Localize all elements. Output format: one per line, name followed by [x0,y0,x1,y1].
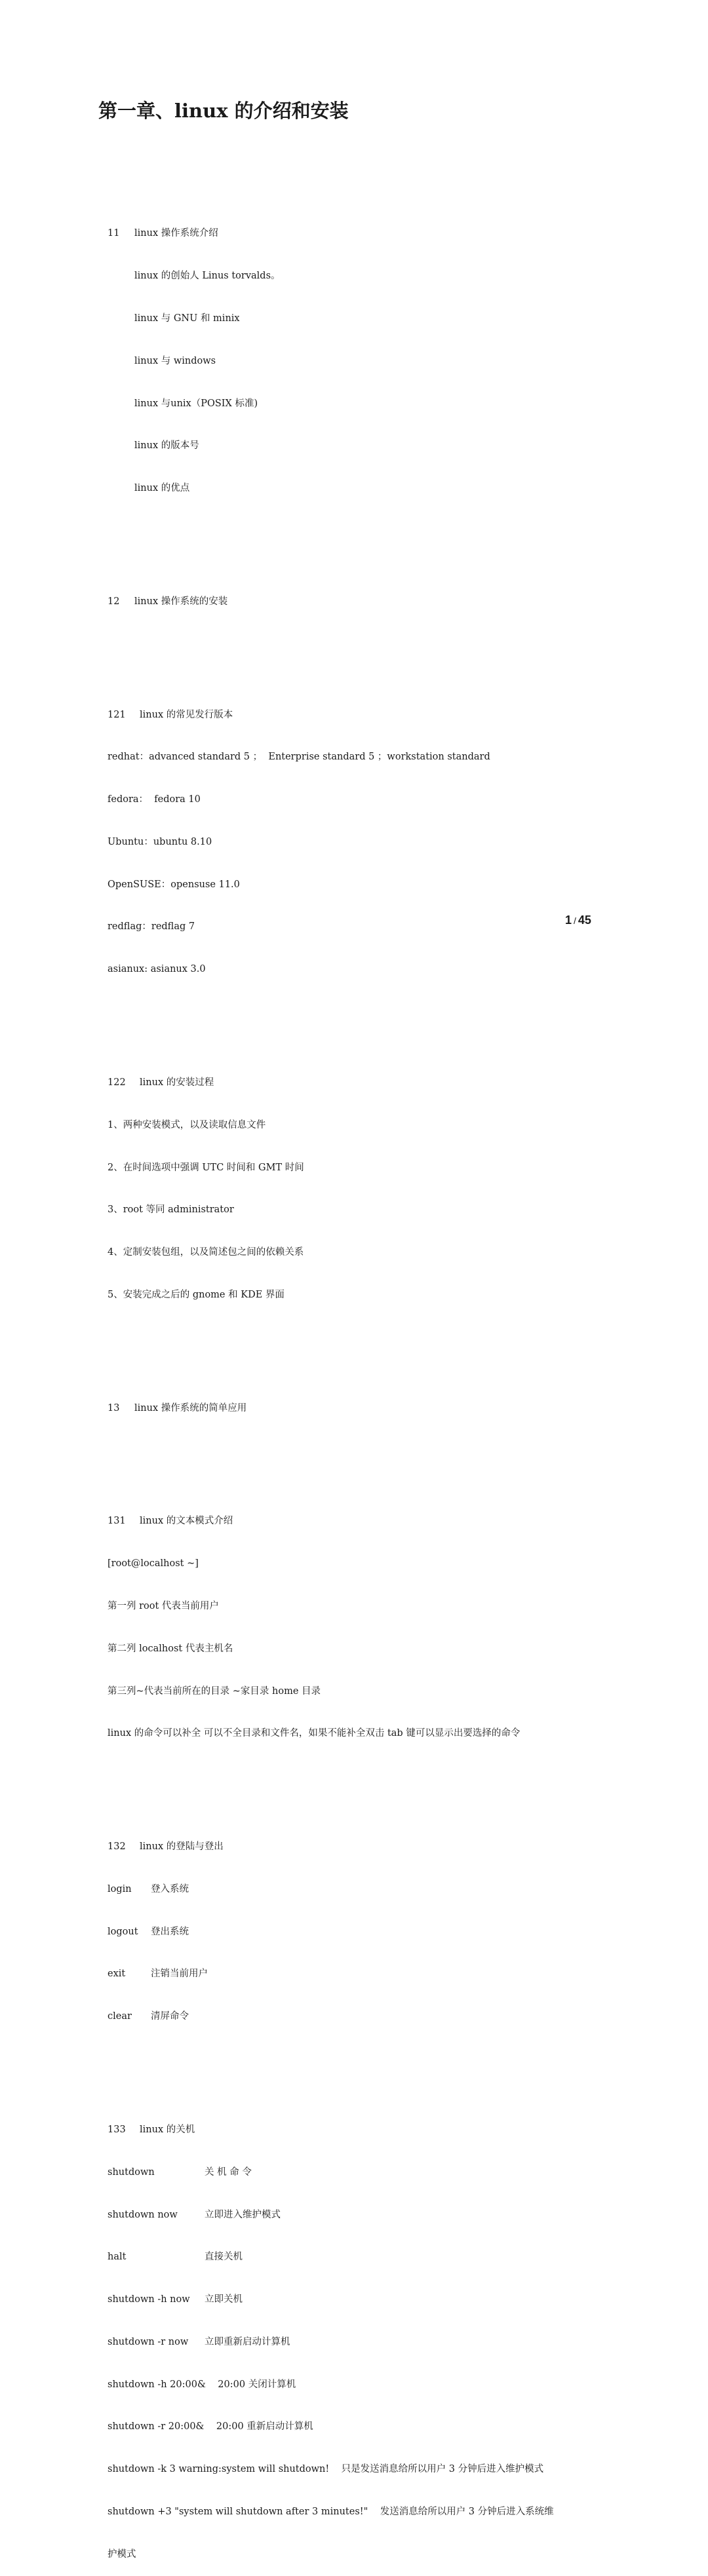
section-heading-1-3-3 [108,2123,632,2138]
text-line: 3、root 等同 administrator [108,1204,234,1216]
section-number: 13 [108,1402,120,1413]
section-title: linux 的文本模式介绍 [140,1516,233,1527]
command-name: shutdown -h now [108,2294,190,2305]
section-title: linux 的常见发行版本 [140,709,233,720]
text-line: shutdown -k 3 warning:system will shutdown! 只是发送消息给所以用户 3 分钟后进入维护模式 [108,2464,544,2475]
section-title: linux 的安装过程 [140,1077,214,1088]
command-row [108,2250,632,2265]
list-item: linux 的版本号 [134,440,199,452]
current-page: 1 [565,913,572,927]
command-name: logout [108,1926,138,1937]
spacer [108,638,632,652]
section-title: linux 的登陆与登出 [140,1841,224,1853]
text-line: 护模式 [108,2548,136,2560]
command-description: 立即关机 [205,2294,243,2305]
command-name: halt [108,2252,127,2263]
command-description: 立即进入维护模式 [205,2209,281,2220]
text-line: 4、定制安装包组，以及简述包之间的依赖关系 [108,1247,304,1258]
section-title: linux 的关机 [140,2124,195,2135]
command-row [108,2166,632,2180]
section-heading-1-3 [108,1402,632,1416]
total-pages: 45 [578,913,591,927]
text-line: 第三列~代表当前所在的目录 ~家目录 home 目录 [108,1685,321,1697]
section-number: 11 [108,228,120,239]
section-title: linux 操作系统介绍 [134,228,218,239]
text-line: [root@localhost ~] [108,1558,199,1569]
spacer [108,1444,632,1458]
command-description: 登入系统 [151,1883,189,1894]
page-separator: / [574,915,576,926]
section-number: 132 [108,1841,126,1853]
command-description: 注销当前用户 [151,1969,208,1980]
text-line: 第一列 root 代表当前用户 [108,1600,219,1611]
section-heading-1-2-1 [108,708,632,723]
command-name: shutdown [108,2166,155,2178]
text-line: 第二列 localhost 代表主机名 [108,1643,233,1654]
list-item: linux 的优点 [134,483,190,494]
text-line: OpenSUSE：opensuse 11.0 [108,879,240,890]
text-line: asianux: asianux 3.0 [108,964,206,975]
section-title: linux 操作系统的安装 [134,596,228,607]
chapter-title: 第一章、linux 的介绍和安装 [98,100,349,122]
section-heading-1-3-1 [108,1514,632,1529]
section-number: 133 [108,2124,126,2135]
command-name: shutdown now [108,2209,178,2220]
spacer [108,1005,632,1020]
section-title: linux 操作系统的简单应用 [134,1402,247,1413]
spacer [108,1331,632,1345]
command-description: 立即重新启动计算机 [205,2336,290,2347]
section-heading-1-1 [108,227,632,241]
section-heading-1-3-2 [108,1840,632,1855]
command-row [108,1883,632,1897]
command-description: 直接关机 [205,2252,243,2263]
command-description: 清屏命令 [151,2011,189,2022]
command-row [108,1925,632,1940]
text-line: shutdown +3 "system will shutdown after 3 minutes!" 发送消息给所以用户 3 分钟后进入系统维 [108,2506,554,2517]
command-row [108,2336,632,2350]
command-description: 登出系统 [151,1926,189,1937]
spacer [108,2052,632,2067]
text-line: 1、两种安装模式，以及读取信息文件 [108,1119,266,1130]
command-row [108,1967,632,1982]
list-item: linux 与unix（POSIX 标准) [134,398,258,409]
section-number: 121 [108,709,126,720]
text-line: 2、在时间选项中强调 UTC 时间和 GMT 时间 [108,1162,304,1173]
command-name: exit [108,1969,126,1980]
section-number: 122 [108,1077,126,1088]
command-name: login [108,1883,132,1894]
command-name: clear [108,2011,132,2022]
list-item: linux 与 GNU 和 minix [134,313,240,324]
text-line: redhat：advanced standard 5 ； Enterprise standard 5 ；workstation standard [108,752,490,763]
command-row [108,2208,632,2223]
list-item: linux 与 windows [134,355,216,366]
text-line: 5、安装完成之后的 gnome 和 KDE 界面 [108,1289,285,1300]
document-body [108,170,632,2576]
page-number [565,913,591,927]
spacer [108,1769,632,1784]
section-heading-1-2 [108,595,632,609]
section-heading-1-2-2 [108,1076,632,1090]
command-description: 关 机 命 令 [205,2166,252,2178]
spacer [108,524,632,539]
section-number: 131 [108,1516,126,1527]
command-row [108,2010,632,2024]
text-line: shutdown -h 20:00& 20:00 关闭计算机 [108,2379,296,2390]
list-item: linux 的创始人 Linus torvalds。 [134,271,281,282]
text-line: redflag：redflag 7 [108,921,195,932]
text-line: Ubuntu：ubuntu 8.10 [108,836,212,847]
text-line: shutdown -r 20:00& 20:00 重新启动计算机 [108,2421,313,2432]
command-name: shutdown -r now [108,2336,189,2347]
command-row [108,2293,632,2307]
section-number: 12 [108,596,120,607]
text-line: linux 的命令可以补全 可以不全目录和文件名，如果不能补全双击 tab 键可以显示出要选择的命令 [108,1728,521,1739]
text-line: fedora： fedora 10 [108,794,201,805]
